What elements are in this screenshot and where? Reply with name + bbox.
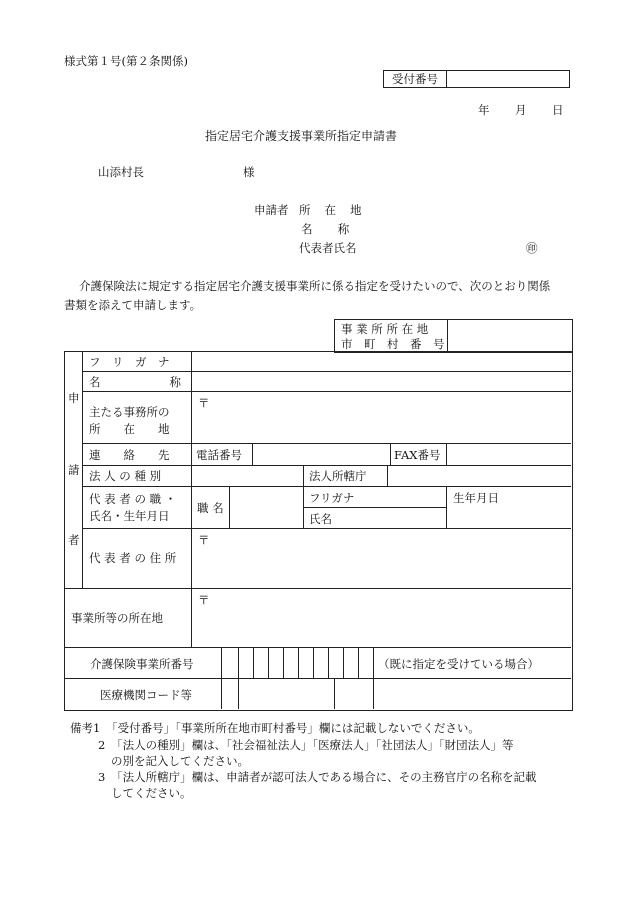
applicant-side-label-1: 申 [68, 391, 80, 405]
corp-agency-field[interactable] [389, 466, 569, 485]
insurance-number-label: 介護保険事業所番号 [90, 657, 194, 671]
insurance-number-field[interactable] [222, 648, 372, 677]
seal-mark: ㊞ [526, 241, 538, 255]
position-field[interactable] [231, 487, 302, 527]
medical-code-field[interactable] [222, 679, 372, 708]
applicant-name-label: 名 称 [301, 222, 357, 236]
rep-address-field[interactable] [193, 529, 569, 587]
receipt-number-label: 受付番号 [384, 71, 447, 87]
main-office-label-2: 所 在 地 [89, 422, 170, 436]
main-office-label-1: 主たる事務所の [89, 405, 170, 419]
postal-mark-main-office: 〒 [198, 396, 210, 410]
furigana-label: フ リ ガ ナ [89, 355, 170, 369]
applicant-side-label-2: 請 [68, 463, 80, 477]
form-number: 様式第１号(第２条関係) [64, 54, 188, 68]
note-2a: 2 「法人の種別」欄は、「社会福祉法人」「医療法人」「社団法人」「財団法人」等 [98, 738, 514, 752]
date-day: 日 [552, 103, 564, 117]
rep-name-label: 氏名 [309, 512, 332, 526]
birthdate-label: 生年月日 [453, 491, 499, 505]
name-label: 名 称 [89, 375, 181, 389]
municipality-number-label-cell [335, 320, 448, 352]
date-month: 月 [515, 103, 527, 117]
postal-mark-rep: 〒 [198, 533, 210, 547]
note-2b: の別を記入してください。 [111, 754, 249, 768]
municipality-number-field[interactable] [448, 320, 572, 352]
phone-label: 電話番号 [196, 448, 242, 462]
rep-furigana-label: フリガナ [309, 491, 355, 505]
applicant-address-label: 所 在 地 [299, 203, 367, 217]
municipality-label-line1: 事 業 所 所 在 地 [341, 322, 429, 336]
medical-code-label: 医療機関コード等 [100, 688, 192, 702]
representative-label: 代表者氏名 [299, 241, 357, 255]
body-text-line2: 書類を添えて申請します。 [64, 298, 202, 312]
phone-field[interactable] [254, 444, 389, 464]
body-text-line1: 介護保険法に規定する指定居宅介護支援事業所に係る指定を受けたいので、次のとおり関係 [79, 279, 551, 293]
fax-label: FAX番号 [394, 448, 441, 462]
honorific: 様 [243, 165, 255, 179]
name-field[interactable] [193, 372, 569, 390]
addressee: 山添村長 [98, 165, 144, 179]
rep-address-label: 代 表 者 の 住 所 [89, 551, 177, 565]
note-3b: してください。 [111, 786, 192, 800]
postal-mark-office: 〒 [198, 593, 210, 607]
rep-title-label-2: 氏名・生年月日 [89, 509, 170, 523]
applicant-side-label-3: 者 [68, 533, 80, 547]
municipality-label-line2: 市 町 村 番 号 [341, 337, 445, 351]
corp-type-label: 法 人 の 種 別 [89, 469, 162, 483]
main-office-address-field[interactable] [193, 392, 569, 442]
fax-field[interactable] [448, 444, 569, 464]
date-year: 年 [478, 103, 490, 117]
receipt-number-field[interactable] [447, 71, 569, 87]
furigana-field[interactable] [193, 352, 569, 370]
corp-agency-label: 法人所轄庁 [309, 469, 367, 483]
receipt-number-box [383, 70, 570, 88]
applicant-label: 申請者 [254, 203, 289, 217]
office-address-field[interactable] [193, 589, 569, 646]
note-3a: 3 「法人所轄庁」欄は、申請者が認可法人である場合に、その主務官庁の名称を記載 [98, 770, 537, 784]
position-label: 職 名 [197, 501, 224, 515]
document-title: 指定居宅介護支援事業所指定申請書 [205, 129, 398, 143]
note-1: 備考1 「受付番号」「事業所所在地市町村番号」欄には記載しないでください。 [70, 721, 480, 735]
office-address-label: 事業所等の所在地 [71, 611, 163, 625]
already-designated-note: （既に指定を受けている場合） [378, 657, 539, 671]
corp-type-field[interactable] [193, 466, 302, 485]
rep-title-label-1: 代 表 者 の 職 ・ [89, 492, 177, 506]
municipality-number-box [334, 319, 573, 353]
contact-label: 連 絡 先 [89, 448, 170, 462]
